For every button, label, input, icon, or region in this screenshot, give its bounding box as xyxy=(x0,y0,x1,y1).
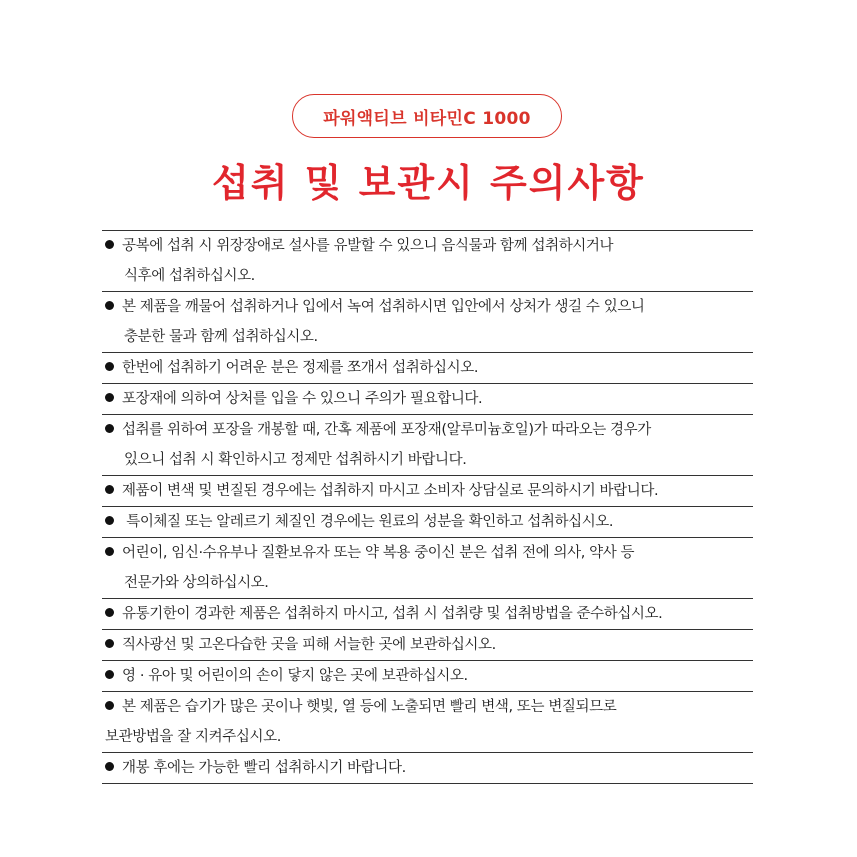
precaution-item xyxy=(102,353,753,384)
precaution-text: 어린이, 임신·수유부나 질환보유자 또는 약 복용 중이신 분은 섭취 전에 의사, 약사 등 xyxy=(122,545,635,561)
precaution-line-continued xyxy=(102,568,753,598)
precaution-text: 전문가와 상의하십시오. xyxy=(124,575,269,591)
bullet-icon xyxy=(105,424,114,433)
precaution-item xyxy=(102,507,753,538)
precaution-line xyxy=(102,231,753,261)
precaution-line xyxy=(102,415,753,445)
bullet-icon xyxy=(105,240,114,249)
precaution-text: 제품이 변색 및 변질된 경우에는 섭취하지 마시고 소비자 상담실로 문의하시기 바랍니다. xyxy=(122,483,659,499)
precaution-line xyxy=(102,630,753,660)
precaution-text: 본 제품은 습기가 많은 곳이나 햇빛, 열 등에 노출되면 빨리 변색, 또는 변질되므로 xyxy=(122,699,617,715)
precaution-text: 포장재에 의하여 상처를 입을 수 있으니 주의가 필요합니다. xyxy=(122,391,483,407)
precaution-item xyxy=(102,476,753,507)
bullet-icon xyxy=(105,670,114,679)
precaution-text: 식후에 섭취하십시오. xyxy=(124,268,255,284)
precaution-text: 영 · 유아 및 어린이의 손이 닿지 않은 곳에 보관하십시오. xyxy=(122,668,468,684)
precaution-line xyxy=(102,538,753,568)
precaution-item xyxy=(102,692,753,753)
precaution-text: 유통기한이 경과한 제품은 섭취하지 마시고, 섭취 시 섭취량 및 섭취방법을 준수하십시오. xyxy=(122,606,663,622)
precaution-item xyxy=(102,231,753,292)
precaution-line xyxy=(102,476,753,506)
precaution-line xyxy=(102,661,753,691)
product-name-text: 파워액티브 비타민C 1000 xyxy=(323,108,531,129)
precaution-text: 개봉 후에는 가능한 빨리 섭취하시기 바랍니다. xyxy=(122,760,406,776)
precaution-line xyxy=(102,384,753,414)
bullet-icon xyxy=(105,547,114,556)
precaution-text: 특이체질 또는 알레르기 체질인 경우에는 원료의 성분을 확인하고 섭취하십시오. xyxy=(122,514,614,530)
precaution-line xyxy=(102,353,753,383)
precaution-line-continued xyxy=(102,322,753,352)
precaution-item xyxy=(102,415,753,476)
precaution-text: 보관방법을 잘 지켜주십시오. xyxy=(105,729,281,745)
precaution-item xyxy=(102,538,753,599)
precaution-text: 본 제품을 깨물어 섭취하거나 입에서 녹여 섭취하시면 입안에서 상처가 생길 수 있으니 xyxy=(122,299,645,315)
bullet-icon xyxy=(105,393,114,402)
precaution-item xyxy=(102,292,753,353)
page-title: 섭취 및 보관시 주의사항 xyxy=(212,161,645,205)
precaution-item xyxy=(102,753,753,784)
precaution-item xyxy=(102,599,753,630)
precaution-line xyxy=(102,292,753,322)
bullet-icon xyxy=(105,485,114,494)
precaution-text: 직사광선 및 고온다습한 곳을 피해 서늘한 곳에 보관하십시오. xyxy=(122,637,496,653)
product-name-badge xyxy=(292,94,562,138)
precaution-text: 있으니 섭취 시 확인하시고 정제만 섭취하시기 바랍니다. xyxy=(124,452,467,468)
bullet-icon xyxy=(105,301,114,310)
precaution-list xyxy=(102,230,753,784)
precaution-line xyxy=(102,753,753,783)
precaution-line-continued xyxy=(102,722,753,752)
bullet-icon xyxy=(105,516,114,525)
precaution-line xyxy=(102,599,753,629)
precaution-item xyxy=(102,384,753,415)
precaution-line-continued xyxy=(102,261,753,291)
bullet-icon xyxy=(105,762,114,771)
bullet-icon xyxy=(105,608,114,617)
precaution-line-continued xyxy=(102,445,753,475)
precaution-text: 한번에 섭취하기 어려운 분은 정제를 쪼개서 섭취하십시오. xyxy=(122,360,479,376)
bullet-icon xyxy=(105,701,114,710)
precaution-text: 충분한 물과 함께 섭취하십시오. xyxy=(124,329,318,345)
precaution-line xyxy=(102,692,753,722)
bullet-icon xyxy=(105,639,114,648)
precaution-line xyxy=(102,507,753,537)
precaution-item xyxy=(102,661,753,692)
precaution-item xyxy=(102,630,753,661)
bullet-icon xyxy=(105,362,114,371)
precaution-text: 섭취를 위하여 포장을 개봉할 때, 간혹 제품에 포장재(알루미늄호일)가 따라오는 경우가 xyxy=(122,422,651,438)
precaution-text: 공복에 섭취 시 위장장애로 설사를 유발할 수 있으니 음식물과 함께 섭취하시거나 xyxy=(122,238,614,254)
